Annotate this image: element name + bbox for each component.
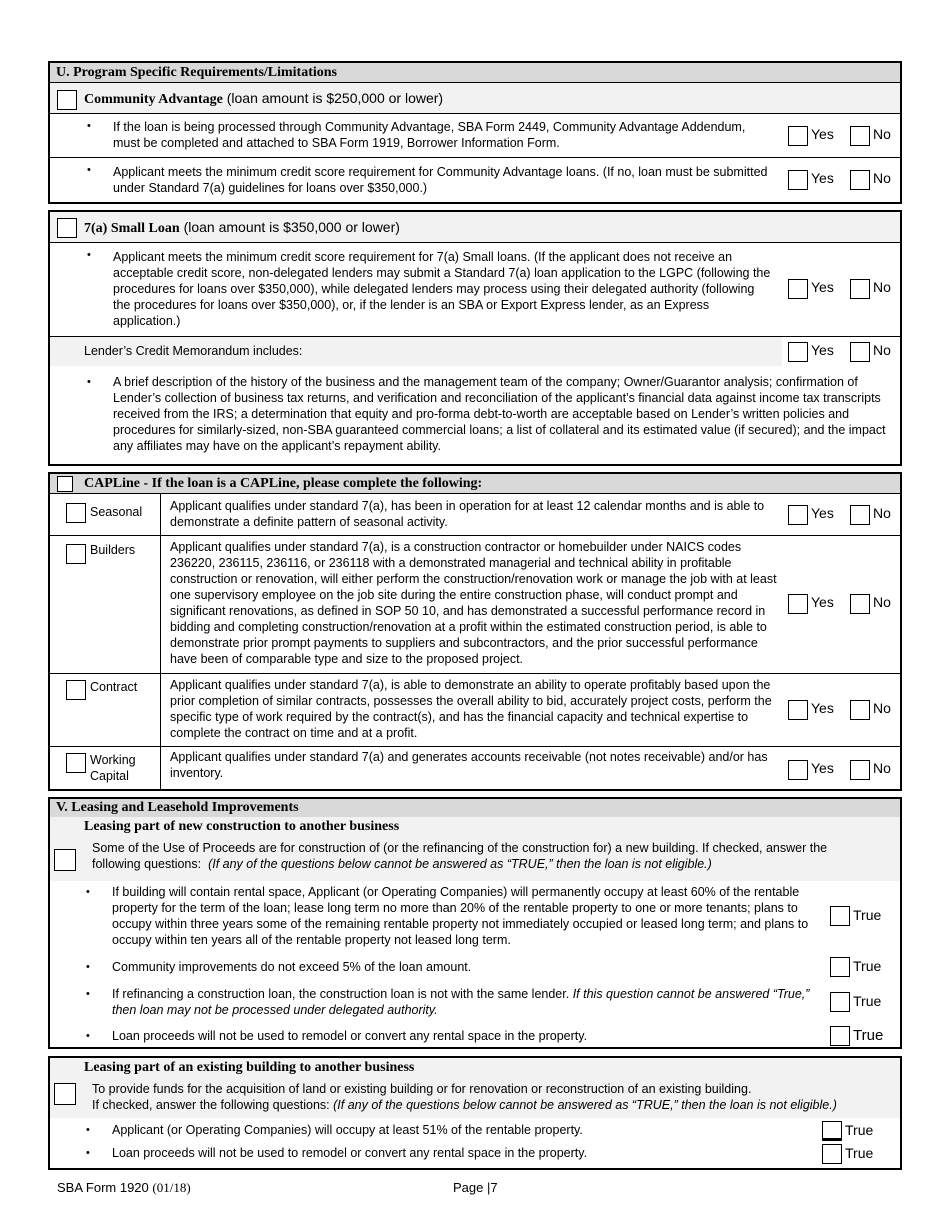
no-label: No — [873, 760, 891, 776]
ca-item-2-yes-checkbox[interactable] — [788, 170, 808, 190]
working-capital-checkbox[interactable] — [66, 753, 86, 773]
working-capital-label: Working Capital — [90, 753, 136, 783]
seasonal-yes-checkbox[interactable] — [788, 505, 808, 525]
contract-checkbox[interactable] — [66, 680, 86, 700]
nc-item-3-text — [112, 986, 812, 1018]
contract-label: Contract — [90, 680, 138, 694]
contract-text: Applicant qualifies under standard 7(a), is able to demonstrate an ability to operate profitably based upon the prior completion of similar contracts, possesses the overall ability to bid, accurately project costs, perform the specific type of work required by the contract(s), and has the financial capacity and technical expertise to complete the contract on time and at a profit. — [170, 678, 772, 740]
capline-title: CAPLine - If the loan is a CAPLine, please complete the following: — [84, 476, 483, 491]
small-loan-item-1-text: Applicant meets the minimum credit score requirement for 7(a) Small loans. (If the applicant does not receive an acceptable credit score, non-delegated lenders may submit a Standard 7(a) loan application to the LGPC (following the procedures for loans over $350,000), while delegated lenders may process using their delegated authority (following the procedures for loans over $350,000), or, if the lender is an SBA or Export Express lender, as an Express application.) — [113, 250, 771, 328]
existing-building-intro — [92, 1081, 892, 1113]
footer-page: Page |7 — [453, 1180, 498, 1195]
seasonal-text: Applicant qualifies under standard 7(a), has been in operation for at least 12 calendar months and is able to demonstrate a definite pattern of seasonal activity. — [170, 499, 765, 529]
credit-memo-row — [50, 336, 900, 366]
credit-memo-text: A brief description of the history of the business and the management team of the company; Owner/Guarantor analysis; confirmation of Lender’s collection of business tax returns, and verification and reconciliation of the applicant’s financial data against income tax transcripts received from the IRS; a determination that equity and pro-forma debt-to-worth are acceptable based on Lender’s written policies and procedures for similarly-sized, non-SBA guaranteed commercial loans; a list of collateral and its estimated value (if secured); and the impact any affiliates may have on the applicant’s repayment ability. — [113, 375, 886, 453]
small-loan-label: 7(a) Small Loan — [84, 221, 180, 236]
credit-memo-yes-checkbox[interactable] — [788, 342, 808, 362]
footer-form-date: (01/18) — [152, 1180, 191, 1195]
existing-building-checkbox[interactable] — [54, 1083, 76, 1105]
nc-item-2-true-checkbox[interactable] — [830, 957, 850, 977]
eb-item-2-true-checkbox[interactable] — [822, 1144, 842, 1164]
builders-text: Applicant qualifies under standard 7(a), is a construction contractor or homebuilder under NAICS codes 236220, 236115, 236116, or 236118 with a demonstrated managerial and technical ability in profitable construction or renovation, will either perform the construction/renovation work or manage the job with at least one supervisory employee on the job site during the entire construction phase, will conduct prompt and significant renovations, as defined in SOP 50 10, and has demonstrated a successful performance record in bidding and completing construction/renovation at a profit within the estimated construction period, is able to demonstrate prior prompt payments to suppliers and subcontractors, and the prior successful performance have been of comparable type and size to the proposed project. — [170, 540, 777, 666]
ca-item-2 — [50, 157, 900, 202]
seasonal-no-checkbox[interactable] — [850, 505, 870, 525]
bullet: • — [87, 376, 91, 388]
footer-form — [57, 1180, 191, 1196]
contract-no-checkbox[interactable] — [850, 700, 870, 720]
ca-item-2-text: Applicant meets the minimum credit score requirement for Community Advantage loans. (If no, loan must be submitted under Standard 7(a) guidelines for loans over $350,000.) — [113, 165, 768, 195]
nc-item-2-text: Community improvements do not exceed 5% of the loan amount. — [112, 960, 472, 974]
no-label: No — [873, 279, 891, 295]
capline-row-builders — [50, 535, 900, 673]
nc-item-3-true-checkbox[interactable] — [830, 992, 850, 1012]
existing-building-intro-line2 — [92, 1097, 892, 1113]
nc-item-4-true-checkbox[interactable] — [830, 1026, 850, 1046]
existing-building-intro-italic: (If any of the questions below cannot be answered as “TRUE,” then the loan is not eligible.) — [333, 1098, 837, 1112]
builders-checkbox[interactable] — [66, 544, 86, 564]
ca-item-1 — [50, 113, 900, 157]
small-loan-checkbox[interactable] — [57, 218, 77, 238]
footer-form-name: SBA Form 1920 — [57, 1180, 153, 1195]
yes-label: Yes — [811, 760, 834, 776]
true-label: True — [845, 1122, 874, 1138]
nc-item-1-text: If building will contain rental space, Applicant (or Operating Companies) will permanently occupy at least 60% of the rentable property for the term of the loan; lease long term no more than 20% of the rentable property to one or more tenants; plans to occupy within three years some of the remaining rentable property not immediately occupied or leased long term; and plans to occupy within ten years all of the rentable property not leased long term. — [112, 885, 809, 947]
new-construction-intro-italic: (If any of the questions below cannot be answered as “TRUE,” then the loan is not eligible.) — [208, 857, 712, 871]
section-u — [48, 61, 902, 204]
nc-refinance-italic: If this question cannot be answered “True,” then loan may not be processed under delegated authority. — [112, 987, 810, 1017]
capline-row-contract — [50, 673, 900, 746]
working-capital-no-checkbox[interactable] — [850, 760, 870, 780]
small-loan-item-1-yes-checkbox[interactable] — [788, 279, 808, 299]
true-label: True — [853, 907, 882, 923]
ca-item-1-yes-checkbox[interactable] — [788, 126, 808, 146]
new-construction-intro-text: Some of the Use of Proceeds are for construction of (or the refinancing of the construction for) a new building. If checked, answer the following questions: — [92, 841, 828, 871]
nc-item-1-true-checkbox[interactable] — [830, 906, 850, 926]
small-loan-item-1-no-checkbox[interactable] — [850, 279, 870, 299]
community-advantage-header — [50, 83, 900, 113]
section-v-title: V. Leasing and Leasehold Improvements — [56, 800, 299, 815]
section-u-title: U. Program Specific Requirements/Limitations — [50, 63, 900, 83]
community-advantage-note: (loan amount is $250,000 or lower) — [222, 90, 444, 106]
builders-label: Builders — [90, 543, 136, 557]
section-v — [48, 797, 902, 1049]
eb-item-2-text: Loan proceeds will not be used to remodel or convert any rental space in the property. — [112, 1146, 588, 1160]
bullet: • — [87, 249, 91, 261]
bullet: • — [86, 961, 90, 973]
capline-section — [48, 472, 902, 791]
working-capital-yes-checkbox[interactable] — [788, 760, 808, 780]
capline-row-working-capital — [50, 746, 900, 792]
section-v-title-bar — [50, 799, 900, 817]
small-loan-note: (loan amount is $350,000 or lower) — [179, 219, 400, 235]
no-label: No — [873, 505, 891, 521]
true-label: True — [853, 958, 882, 974]
bullet: • — [87, 120, 91, 132]
true-label: True — [853, 1027, 884, 1044]
no-label: No — [873, 170, 891, 186]
new-construction-intro — [92, 840, 872, 872]
existing-building-intro-1: To provide funds for the acquisition of land or existing building or for renovation or reconstruction of an existing building. — [92, 1082, 752, 1096]
yes-label: Yes — [811, 505, 834, 521]
seasonal-checkbox[interactable] — [66, 503, 86, 523]
bullet: • — [86, 988, 90, 1000]
yes-label: Yes — [811, 170, 834, 186]
ca-item-1-text: If the loan is being processed through Community Advantage, SBA Form 2449, Community Advantage Addendum, must be completed and attached to SBA Form 1919, Borrower Information Form. — [113, 120, 746, 150]
ca-item-1-no-checkbox[interactable] — [850, 126, 870, 146]
no-label: No — [873, 342, 891, 358]
nc-item-4-text: Loan proceeds will not be used to remodel or convert any rental space in the property. — [112, 1029, 588, 1043]
true-label: True — [845, 1145, 874, 1161]
true-label: True — [853, 993, 882, 1009]
capline-header — [50, 474, 900, 494]
community-advantage-label: Community Advantage — [84, 92, 223, 107]
builders-yes-checkbox[interactable] — [788, 594, 808, 614]
capline-row-seasonal — [50, 494, 900, 535]
no-label: No — [873, 594, 891, 610]
yes-label: Yes — [811, 594, 834, 610]
small-loan-section — [48, 210, 902, 466]
credit-memo-no-checkbox[interactable] — [850, 342, 870, 362]
credit-memo-detail — [50, 366, 900, 462]
new-construction-heading: Leasing part of new construction to another business — [84, 819, 400, 834]
existing-building-heading: Leasing part of an existing building to another business — [84, 1060, 415, 1075]
ca-item-2-no-checkbox[interactable] — [850, 170, 870, 190]
eb-item-1-true-checkbox[interactable] — [822, 1121, 842, 1141]
bullet: • — [86, 886, 90, 898]
community-advantage-checkbox[interactable] — [57, 90, 77, 110]
no-label: No — [873, 126, 891, 142]
nc-refinance-text: If refinancing a construction loan, the construction loan is not with the same lender. — [112, 987, 570, 1001]
yes-label: Yes — [811, 279, 834, 295]
bullet: • — [86, 1030, 90, 1042]
existing-building-section — [48, 1056, 902, 1170]
yes-label: Yes — [811, 342, 834, 358]
yes-label: Yes — [811, 126, 834, 142]
yes-label: Yes — [811, 700, 834, 716]
credit-memo-label: Lender’s Credit Memorandum includes: — [84, 344, 303, 358]
capline-checkbox[interactable] — [57, 476, 73, 492]
new-construction-checkbox[interactable] — [54, 849, 76, 871]
small-loan-header — [50, 212, 900, 242]
small-loan-item-1 — [50, 242, 900, 336]
existing-building-intro-2: If checked, answer the following questions: — [92, 1098, 330, 1112]
no-label: No — [873, 700, 891, 716]
bullet: • — [87, 164, 91, 176]
contract-yes-checkbox[interactable] — [788, 700, 808, 720]
eb-item-1-text: Applicant (or Operating Companies) will occupy at least 51% of the rentable property. — [112, 1123, 583, 1137]
builders-no-checkbox[interactable] — [850, 594, 870, 614]
working-capital-text: Applicant qualifies under standard 7(a) and generates accounts receivable (not notes receivable) and/or has inventory. — [170, 750, 768, 780]
bullet: • — [86, 1124, 90, 1136]
seasonal-label: Seasonal — [90, 505, 143, 519]
bullet: • — [86, 1147, 90, 1159]
